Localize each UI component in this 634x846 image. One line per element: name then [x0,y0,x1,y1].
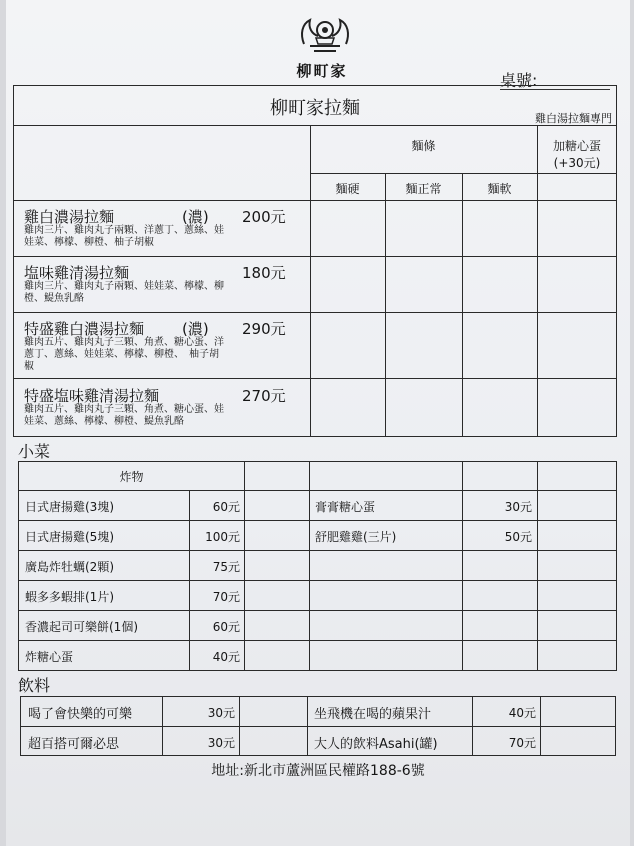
divider [310,125,311,436]
divider [537,125,538,436]
side-name: 日式唐揚雞(5塊) [25,530,114,544]
divider [462,173,463,436]
divider [19,520,616,521]
ramen-price: 290元 [242,320,286,338]
drinks-title: 飲料 [18,676,51,695]
divider [239,696,240,756]
drink-name: 喝了會快樂的可樂 [28,707,133,722]
divider [307,696,308,756]
egg-header: 加糖心蛋 [552,139,601,153]
divider [19,610,616,611]
side-name: 蝦多多蝦排(1片) [25,590,114,604]
side-price: 75元 [212,560,240,574]
drink-name: 大人的飲料Asahi(罐) [314,737,438,752]
ramen-name: 特盛雞白濃湯拉麵 [24,320,145,338]
egg-price: (+30元) [553,156,601,170]
table-number-label: 桌號: [500,71,538,90]
fried-header: 炸物 [119,470,144,484]
divider [537,461,538,670]
divider [14,312,616,313]
side-price: 30元 [504,500,532,514]
ramen-title: 柳町家拉麵 [270,98,360,119]
address: 地址:新北市蘆洲區民權路188-6號 [211,763,425,779]
side-name: 炸糖心蛋 [25,650,74,664]
ramen-desc: 雞肉三片、雞肉丸子兩顆、娃娃菜、檸檬、柳 [24,281,224,292]
divider [14,200,616,201]
noodle-header: 麵條 [411,139,436,153]
ramen-tag: (濃) [182,320,209,338]
ramen-name: 雞白濃湯拉麵 [24,208,115,226]
divider [462,461,463,670]
side-name: 香濃起司可樂餅(1個) [25,620,138,634]
drink-price: 30元 [207,736,235,750]
ramen-price: 180元 [242,264,286,282]
drink-name: 超百搭可爾必思 [28,737,120,752]
divider [14,125,616,126]
rooster-logo-icon [296,16,354,56]
ramen-desc: 橙、鯷魚乳酪 [24,293,84,304]
divider [14,378,616,379]
divider [244,461,245,670]
noodle-option-soft: 麵軟 [487,182,512,196]
divider [14,256,616,257]
brand-name: 柳町家 [296,62,348,80]
drink-price: 70元 [508,736,536,750]
noodle-option-normal: 麵正常 [405,182,442,196]
ramen-item [24,385,308,435]
divider [19,550,616,551]
side-price: 100元 [205,530,240,544]
side-price: 60元 [212,500,240,514]
drink-price: 40元 [508,706,536,720]
divider [21,726,615,727]
ramen-tag: (濃) [182,208,209,226]
ramen-name: 特盛塩味雞清湯拉麵 [24,387,160,405]
side-price: 40元 [212,650,240,664]
divider [19,490,616,491]
ramen-desc: 娃菜、檸檬、柳橙、柚子胡椒 [24,237,154,248]
ramen-desc: 娃菜、蔥絲、檸檬、柳橙、鯷魚乳酪 [24,416,184,427]
side-price: 50元 [504,530,532,544]
divider [385,173,386,436]
ramen-name: 塩味雞清湯拉麵 [24,264,130,282]
ramen-item [24,262,308,310]
ramen-desc: 雞肉三片、雞肉丸子兩顆、洋蔥丁、蔥絲、娃 [24,225,224,236]
ramen-item [24,318,308,376]
drink-name: 坐飛機在喝的蘋果汁 [314,707,432,722]
ramen-subtitle: 雞白湯拉麵專門 [535,112,612,125]
ramen-desc: 雞肉五片、雞肉丸子三顆、角煮、糖心蛋、娃 [24,404,224,415]
drink-price: 30元 [207,706,235,720]
ramen-price: 270元 [242,387,286,405]
ramen-desc: 雞肉五片、雞肉丸子三顆、角煮、糖心蛋、洋 [24,337,224,348]
sides-title: 小菜 [18,442,51,461]
side-name: 日式唐揚雞(3塊) [25,500,114,514]
divider [19,580,616,581]
divider [310,173,616,174]
side-price: 70元 [212,590,240,604]
side-name: 廣島炸牡蠣(2顆) [25,560,114,574]
side-name: 膏膏糖心蛋 [315,500,376,514]
divider [189,490,190,670]
divider [309,461,310,670]
ramen-desc: 蔥丁、蔥絲、娃娃菜、檸檬、柳橙、 柚子胡 [24,349,219,360]
noodle-option-firm: 麵硬 [335,182,360,196]
divider [19,640,616,641]
ramen-price: 200元 [242,208,286,226]
side-name: 舒肥雞雞(三片) [315,530,397,544]
ramen-item [24,206,308,254]
ramen-desc: 椒 [24,361,34,372]
divider [540,696,541,756]
side-price: 60元 [212,620,240,634]
